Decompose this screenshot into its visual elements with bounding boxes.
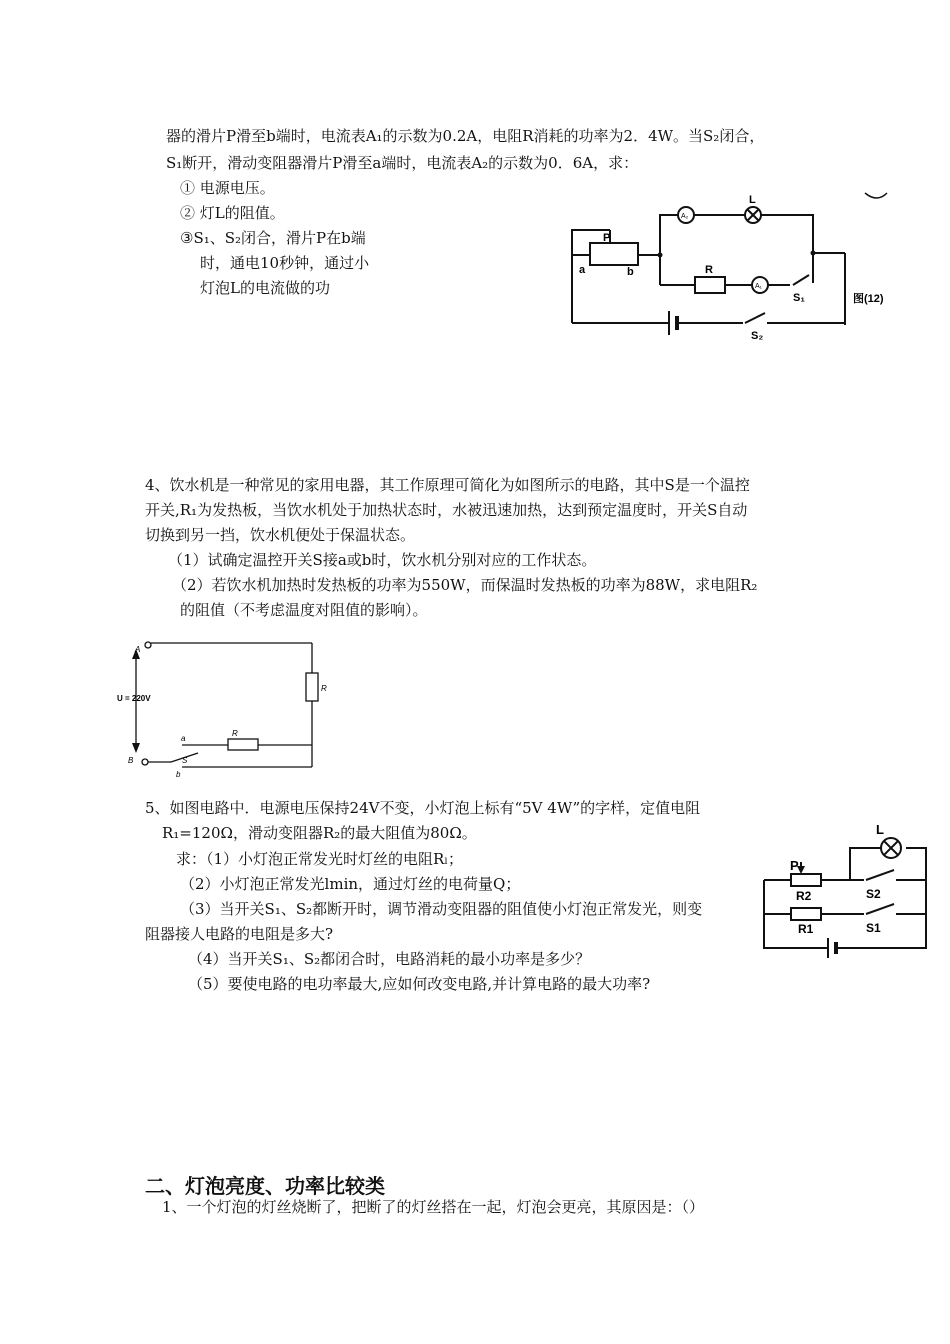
- q5-fig-label-S1: S1: [866, 921, 881, 935]
- q4-text-line2: 开关,R₁为发热板，当饮水机处于加热状态时，水被迅速加热，达到预定温度时，开关S自动: [145, 501, 748, 519]
- q5-text-line1: 5、如图电路中．电源电压保持24V不变，小灯泡上标有“5V 4W”的字样，定值电阻: [145, 799, 701, 817]
- q4-fig-label-R-top: R: [232, 729, 238, 738]
- q5-sub2: （2）小灯泡正常发光lmin，通过灯丝的电荷量Q；: [180, 875, 521, 893]
- q5-fig-label-R2: R2: [796, 889, 812, 903]
- q4-text-line1: 4、饮水机是一种常见的家用电器，其工作原理可简化为如图所示的电路，其中S是一个温控: [145, 476, 750, 494]
- q4-circuit-diagram: [116, 635, 336, 783]
- q5-sub3-line1: （3）当开关S₁、S₂都断开时，调节滑动变阻器的阻值使小灯泡正常发光，则变: [180, 900, 703, 918]
- q5-fig-label-R1: R1: [798, 922, 814, 936]
- q5-sub5: （5）要使电路的电功率最大,应如何改变电路,并计算电路的最大功率?: [188, 975, 651, 993]
- fig12-label-S2: S₂: [751, 330, 764, 342]
- q5-text-line2: R₁=120Ω，滑动变阻器R₂的最大阻值为80Ω。: [162, 824, 477, 842]
- section-2-question-1: 1、一个灯泡的灯丝烧断了，把断了的灯丝搭在一起，灯泡会更亮，其原因是：（）: [162, 1198, 705, 1216]
- q3-item-1: ① 电源电压。: [180, 179, 275, 197]
- q4-fig-label-A: A: [135, 645, 141, 654]
- q5-sub1: 求：（1）小灯泡正常发光时灯丝的电阻Rₗ；: [176, 850, 463, 868]
- q5-sub3-line2: 阻器接人电路的电阻是多大?: [145, 925, 334, 943]
- q3-item-3-cont2: 灯泡L的电流做的功: [200, 279, 330, 297]
- q4-fig-label-a: a: [181, 734, 186, 743]
- q4-fig-label-b: b: [176, 770, 181, 779]
- q4-fig-label-B: B: [128, 756, 134, 765]
- fig12-label-L: L: [749, 194, 756, 206]
- fig12-label-R: R: [705, 264, 713, 276]
- q4-sub1: （1）试确定温控开关S接a或b时，饮水机分别对应的工作状态。: [168, 551, 597, 569]
- q3-item-3-cont1: 时，通电10秒钟，通过小: [200, 254, 370, 272]
- q3-text-line1: 器的滑片P滑至b端时，电流表A₁的示数为0.2A，电阻R消耗的功率为2．4W。当S₂闭合，: [166, 127, 765, 145]
- section-2-heading: 二、灯泡亮度、功率比较类: [145, 1174, 385, 1198]
- q4-sub2-line2: 的阻值（不考虑温度对阻值的影响）。: [180, 601, 428, 619]
- q4-text-line3: 切换到另一挡，饮水机便处于保温状态。: [145, 526, 416, 544]
- q5-fig-label-L: L: [876, 822, 884, 837]
- fig12-caption: 图(12): [853, 293, 884, 305]
- q3-circuit-diagram: [565, 185, 900, 345]
- fig12-label-P: P: [603, 232, 611, 244]
- fig12-label-A2: A₂: [681, 213, 689, 220]
- q3-item-3: ③S₁、S₂闭合，滑片P在b端: [180, 229, 366, 247]
- q4-fig-label-S: S: [182, 756, 188, 765]
- fig12-label-a: a: [579, 264, 586, 276]
- fig12-label-S1: S₁: [793, 292, 805, 304]
- fig12-label-b: b: [627, 266, 634, 278]
- q5-sub4: （4）当开关S₁、S₂都闭合时，电路消耗的最小功率是多少？: [188, 950, 591, 968]
- q5-circuit-diagram: [756, 820, 936, 960]
- q3-item-2: ② 灯L的阻值。: [180, 204, 285, 222]
- fig12-label-A1: A₁: [755, 283, 763, 290]
- q5-fig-label-P: P: [790, 858, 799, 873]
- q4-sub2-line1: （2）若饮水机加热时发热板的功率为550W，而保温时发热板的功率为88W，求电阻R₂: [172, 576, 758, 594]
- q4-fig-label-R-right: R: [321, 684, 327, 693]
- q3-text-line2: S₁断开，滑动变阻器滑片P滑至a端时，电流表A₂的示数为0．6A，求：: [166, 154, 639, 172]
- q4-fig-label-U: U = 220V: [117, 694, 151, 703]
- q5-fig-label-S2: S2: [866, 887, 881, 901]
